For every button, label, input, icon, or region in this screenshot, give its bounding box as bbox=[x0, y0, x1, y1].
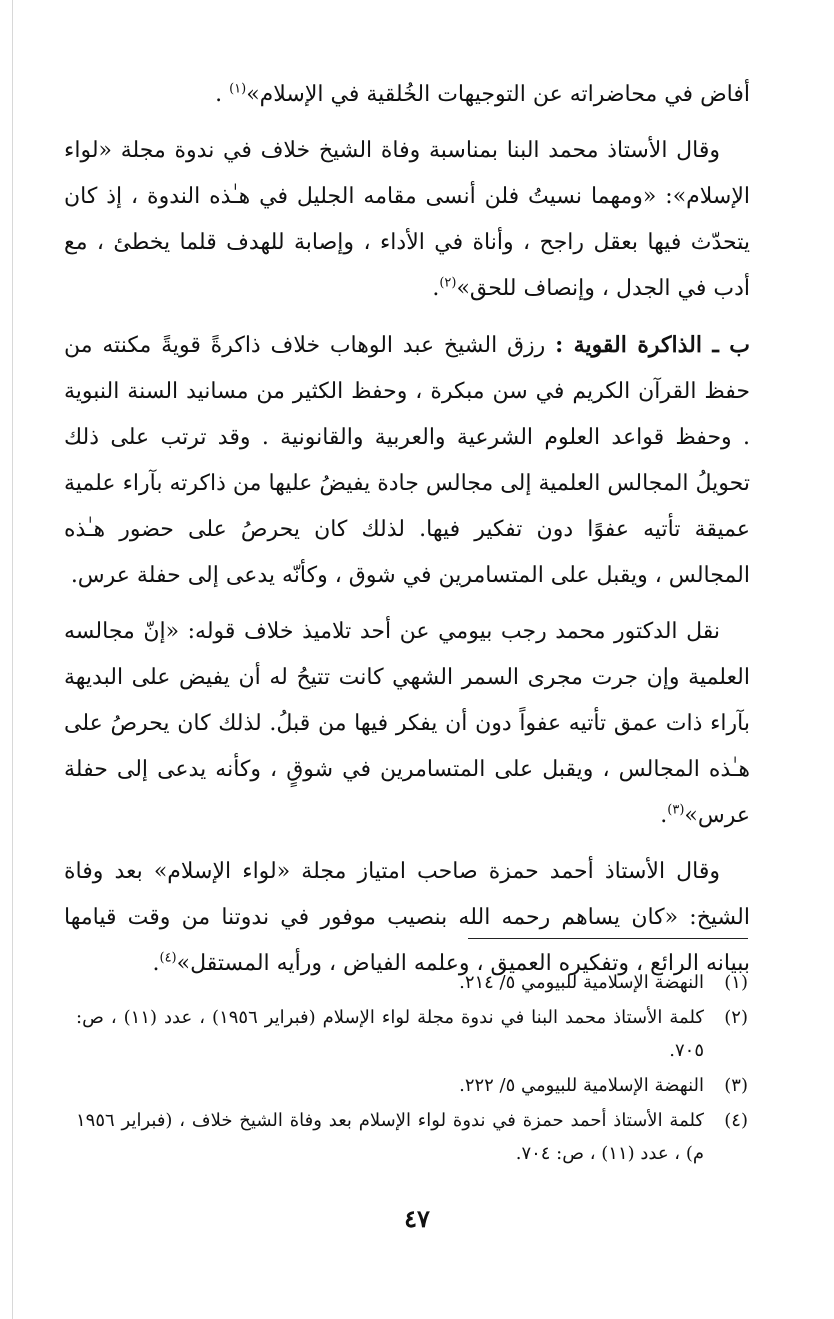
footnote-ref-3: (٣) bbox=[667, 802, 685, 818]
footnotes bbox=[76, 966, 748, 1172]
paragraph-5-text: وقال الأستاذ أحمد حمزة صاحب امتياز مجلة «لواء الإسلام» بعد وفاة الشيخ: «كان يساهم رحمه الله بنصيب موفور في ندوتنا من وقت قيامها ببيانه الرائع ، وتفكيره العميق ، وعلمه الفياض ، ورأيه المستقل» bbox=[64, 859, 750, 976]
footnote-number: (٣) bbox=[724, 1075, 748, 1096]
footnote-ref-2: (٢) bbox=[439, 275, 457, 291]
paragraph-3 bbox=[64, 322, 750, 599]
footnote-item bbox=[76, 1104, 748, 1170]
section-heading: ب ـ الذاكرة القوية : bbox=[555, 332, 750, 358]
page-edge-line bbox=[12, 0, 13, 1319]
footnote-number: (٢) bbox=[724, 1007, 748, 1028]
body-text bbox=[64, 72, 750, 997]
paragraph-1-text: أفاض في محاضراته عن التوجيهات الخُلقية في الإسلام» bbox=[246, 82, 750, 107]
paragraph-4-end: . bbox=[660, 803, 668, 828]
paragraph-1 bbox=[64, 72, 750, 118]
footnote-item bbox=[76, 1069, 748, 1102]
footnote-ref-1: (١) bbox=[229, 81, 247, 97]
paragraph-2-text: وقال الأستاذ محمد البنا بمناسبة وفاة الشيخ خلاف في ندوة مجلة «لواء الإسلام»: «ومهما نسيتُ فلن أنسى مقامه الجليل في هـٰذه الندوة ، إذ كان يتحدّث فيها بعقل راجح ، وأناة في الأداء ، وإصابة للهدف قلما يخطئ ، مع أدب في الجدل ، وإنصاف للحق» bbox=[64, 138, 750, 301]
footnote-item bbox=[76, 966, 748, 999]
footnote-text: كلمة الأستاذ أحمد حمزة في ندوة لواء الإسلام بعد وفاة الشيخ خلاف ، (فبراير ١٩٥٦ م) ، عدد (١١) ، ص: ٧٠٤. bbox=[76, 1110, 704, 1164]
footnote-item bbox=[76, 1001, 748, 1067]
footnote-number: (١) bbox=[724, 972, 748, 993]
footnote-ref-4: (٤) bbox=[159, 950, 177, 966]
page-number: ٤٧ bbox=[404, 1204, 430, 1233]
paragraph-2 bbox=[64, 128, 750, 312]
footnote-text: كلمة الأستاذ محمد البنا في ندوة مجلة لواء الإسلام (فبراير ١٩٥٦) ، عدد (١١) ، ص: ٧٠٥. bbox=[76, 1007, 704, 1061]
footnote-number: (٤) bbox=[724, 1110, 748, 1131]
paragraph-4-text: نقل الدكتور محمد رجب بيومي عن أحد تلاميذ خلاف قوله: «إنّ مجالسه العلمية وإن جرت مجرى السمر الشهي كانت تتيحُ له أن يفيض على البديهة بآراء ذات عمق تأتيه عفواً دون أن يفكر فيها من قبلُ. لذلك كان يحرصُ على هـٰذه المجالس ، ويقبل على المتسامرين في شوقٍ ، وكأنه يدعى إلى حفلة عرس» bbox=[64, 619, 750, 828]
paragraph-1-end: . bbox=[215, 82, 230, 107]
footnote-text: النهضة الإسلامية للبيومي ٥/ ٢١٤. bbox=[459, 972, 704, 993]
paragraph-4 bbox=[64, 609, 750, 839]
paragraph-5-end: . bbox=[152, 951, 160, 976]
footnote-text: النهضة الإسلامية للبيومي ٥/ ٢٢٢. bbox=[459, 1075, 704, 1096]
paragraph-2-end: . bbox=[432, 276, 440, 301]
footnote-separator bbox=[468, 938, 748, 939]
paragraph-3-text: رزق الشيخ عبد الوهاب خلاف ذاكرةً قويةً مكنته من حفظ القرآن الكريم في سن مبكرة ، وحفظ الكثير من مسانيد السنة النبوية . وحفظ قواعد العلوم الشرعية والعربية والقانونية . وقد ترتب على ذلك تحويلُ المجالس العلمية إلى مجالس جادة يفيضُ عليها من ذاكرته بآراء علمية عميقة تأتيه عفوًا دون تفكير فيها. لذلك كان يحرصُ على حضور هـٰذه المجالس ، ويقبل على المتسامرين في شوق ، وكأنّه يدعى إلى حفلة عرس. bbox=[64, 333, 750, 588]
